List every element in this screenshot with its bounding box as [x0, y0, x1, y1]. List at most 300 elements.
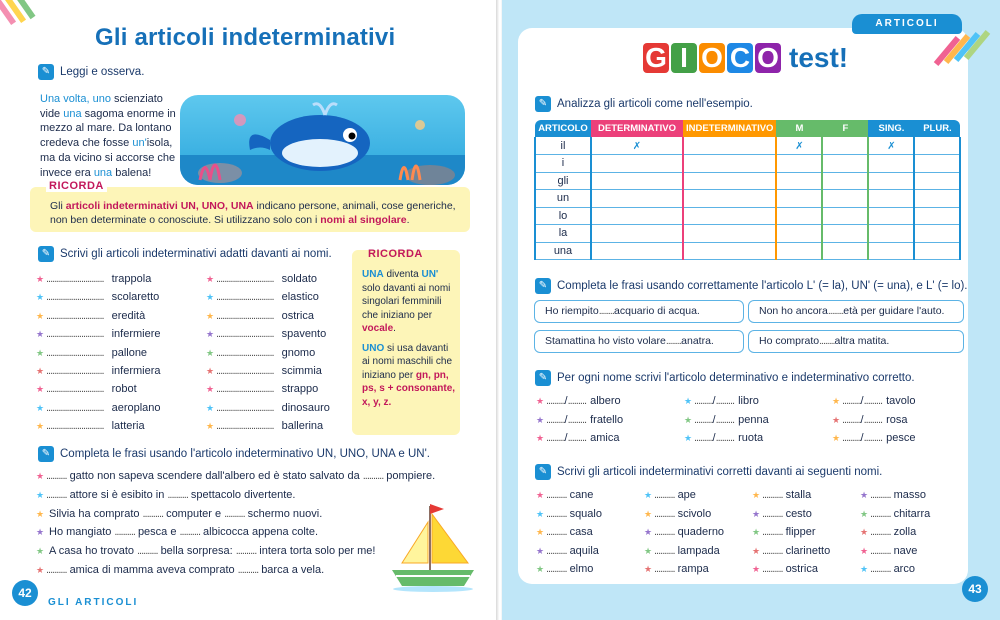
blank-field[interactable]: .......... [762, 507, 783, 520]
answer-cell[interactable] [776, 190, 822, 208]
read-instruction: ✎ Leggi e osserva. [38, 64, 144, 80]
fill-sentence-box [748, 300, 964, 323]
blank-field[interactable]: .......... [179, 526, 201, 539]
sentence-text: anatra. [681, 335, 714, 347]
word-label: trappola [111, 273, 152, 285]
answer-cell[interactable] [683, 225, 776, 243]
word-label: masso [893, 489, 926, 501]
blank-field[interactable]: .......... [546, 563, 567, 575]
whale-illustration [180, 95, 465, 185]
answer-cell[interactable] [776, 225, 822, 243]
blank-field[interactable]: ......... [863, 413, 883, 426]
blank-field[interactable]: ............................ [46, 328, 104, 341]
separator: / [564, 395, 568, 407]
answer-cell[interactable] [822, 225, 868, 243]
word-label: penna [738, 413, 769, 426]
page-number-left: 42 [12, 580, 38, 606]
table-row [535, 242, 960, 260]
sailboat-illustration [388, 498, 478, 593]
blank-field[interactable]: ........ [665, 335, 682, 347]
blank-field[interactable]: ............................ [216, 401, 274, 414]
separator: / [564, 413, 568, 426]
story-fragment: uno [92, 93, 111, 105]
blank-field[interactable]: ............................ [46, 401, 104, 414]
blank-field[interactable]: .......... [870, 489, 891, 501]
article-cell: gli [535, 172, 591, 190]
answer-cell[interactable] [914, 172, 960, 190]
blank-field[interactable]: .......... [762, 563, 783, 575]
answer-cell[interactable] [776, 207, 822, 225]
table-header-row [535, 120, 960, 137]
check-mark-icon: ✗ [795, 140, 804, 152]
article-cell: il [535, 137, 591, 155]
word-item [752, 545, 830, 557]
remember-tag: RICORDA [46, 180, 107, 192]
fill-sentence-box [534, 330, 744, 353]
word-item [860, 545, 917, 557]
word-item [644, 545, 720, 557]
word-label: squalo [569, 507, 602, 520]
sentence-text: acquario di acqua. [614, 305, 700, 317]
blank-field[interactable]: .......... [114, 526, 135, 539]
blank-field[interactable]: ......... [842, 432, 861, 444]
blank-field[interactable]: .......... [870, 544, 891, 557]
blank-field[interactable]: ............................ [46, 364, 104, 377]
star-icon: ★ [860, 545, 869, 556]
hand-icon: ✎ [535, 464, 551, 480]
word-label: strappo [281, 383, 319, 396]
star-icon: ★ [206, 274, 215, 284]
blank-field[interactable]: ........ [827, 305, 844, 317]
star-icon: ★ [36, 347, 45, 358]
story-fragment: una [93, 166, 113, 179]
sentence-text: schermo nuovi. [247, 507, 323, 520]
star-icon: ★ [860, 490, 869, 500]
star-icon: ★ [752, 527, 761, 537]
fill-sentence-box [534, 300, 744, 323]
blank-field[interactable]: ............................ [216, 273, 274, 285]
analysis-instruction: ✎ Analizza gli articoli come nell'esempio. [535, 96, 753, 112]
word-label: pallone [111, 346, 148, 359]
sentence-text: Silvia ha comprato [49, 507, 140, 520]
answer-cell[interactable] [822, 190, 868, 208]
blank-field[interactable]: ......... [842, 413, 861, 426]
star-icon: ★ [36, 365, 45, 376]
sentence-text: pesca e [137, 526, 177, 539]
word-label: lampada [677, 544, 720, 557]
word-row [36, 344, 161, 362]
check-mark-icon: ✗ [632, 140, 642, 152]
word-item [644, 489, 696, 501]
hand-icon: ✎ [535, 370, 551, 386]
star-icon: ★ [752, 545, 761, 556]
star-icon: ★ [36, 384, 45, 395]
answer-cell[interactable] [914, 137, 960, 155]
sentence-text: barca a vela. [261, 564, 325, 576]
blank-field[interactable]: .......... [46, 488, 67, 501]
blank-field[interactable]: ......... [694, 413, 713, 426]
word-row [206, 399, 330, 417]
answer-cell[interactable] [683, 207, 776, 225]
blank-field[interactable]: ............................ [46, 273, 104, 285]
table-header: M [776, 120, 822, 137]
word-label: dinosauro [281, 401, 330, 414]
game-letter: O [699, 43, 725, 73]
blank-field[interactable]: ......... [567, 432, 587, 444]
word-label: scivolo [677, 507, 712, 520]
article-pair-item [536, 432, 619, 444]
star-icon: ★ [206, 292, 215, 303]
answer-cell[interactable] [683, 242, 776, 260]
blank-field[interactable]: .......... [654, 526, 675, 538]
blank-field[interactable]: ............................ [216, 346, 274, 359]
answer-cell[interactable] [776, 242, 822, 260]
answer-cell[interactable] [868, 207, 914, 225]
separator: / [860, 413, 864, 426]
blank-field[interactable]: .......... [142, 507, 164, 520]
blank-field[interactable]: .......... [235, 545, 257, 558]
game-title: G I O C O test! [643, 42, 848, 74]
blank-field[interactable]: ......... [546, 413, 565, 426]
answer-cell[interactable] [822, 207, 868, 225]
word-label: nave [893, 544, 918, 557]
answer-cell[interactable] [591, 190, 683, 208]
sentence-row [36, 508, 325, 520]
table-header: SING. [868, 120, 914, 137]
answer-cell[interactable] [868, 190, 914, 208]
star-icon: ★ [684, 396, 693, 406]
separator: / [564, 432, 568, 444]
word-item [536, 508, 602, 520]
answer-cell[interactable] [822, 155, 868, 173]
table-header: DETERMINATIVO [591, 120, 683, 137]
blank-field[interactable]: ............................ [46, 346, 104, 359]
article-cell: una [535, 242, 591, 260]
exercise2-instruction: ✎ Completa le frasi usando l'articolo indeterminativo UN, UNO, UNA e UN'. [38, 446, 430, 462]
word-item [536, 489, 593, 501]
sentence-text: A casa ho trovato [49, 545, 134, 558]
star-icon: ★ [684, 414, 693, 425]
sentence-text: Ho riempito [545, 305, 599, 317]
blank-field[interactable]: ......... [715, 432, 735, 444]
story-fragment: balena! [112, 166, 152, 179]
blank-field[interactable]: ............................ [216, 328, 274, 341]
article-pair-item [832, 432, 915, 444]
blank-field[interactable]: .......... [46, 470, 67, 482]
sentence-row [36, 526, 321, 538]
blank-field[interactable]: ............................ [216, 364, 274, 377]
sentence-text: computer e [166, 507, 222, 520]
word-item [536, 545, 599, 557]
story-fragment: sagoma enorme in mezzo al mare. Da lontano credeva che fosse [40, 107, 176, 150]
answer-cell[interactable] [822, 172, 868, 190]
word-label: gnomo [281, 346, 316, 359]
word-row [206, 307, 330, 325]
hand-icon: ✎ [38, 246, 54, 262]
star-icon: ★ [536, 564, 545, 574]
word-row [36, 399, 161, 417]
star-icon: ★ [36, 565, 45, 575]
sentence-text: Stamattina ho visto volare [545, 335, 666, 347]
word-label: pesce [886, 432, 916, 444]
answer-cell[interactable] [868, 172, 914, 190]
answer-cell[interactable] [683, 155, 776, 173]
answer-cell[interactable] [591, 242, 683, 260]
word-item [644, 508, 711, 520]
word-label: soldato [281, 273, 318, 285]
blank-field[interactable]: ............................ [216, 291, 274, 304]
sentence-text: età per guidare l'auto. [843, 305, 945, 317]
blank-field[interactable]: .......... [762, 544, 783, 557]
sailboat-icon [388, 498, 478, 593]
sentence-row [36, 470, 438, 482]
blank-field[interactable]: .......... [654, 507, 675, 520]
blank-field[interactable]: ............................ [216, 383, 274, 396]
game-letter: O [755, 43, 781, 73]
sentence-text: attore si è esibito in [69, 488, 165, 501]
star-icon: ★ [644, 545, 653, 556]
star-icon: ★ [206, 329, 215, 340]
article-pair-item [832, 395, 915, 407]
answer-cell[interactable] [868, 225, 914, 243]
star-icon: ★ [206, 384, 215, 395]
blank-field[interactable]: .......... [137, 545, 158, 558]
table-row [535, 190, 960, 208]
star-icon: ★ [644, 508, 653, 519]
answer-cell[interactable] [683, 172, 776, 190]
blank-field[interactable]: ......... [546, 432, 565, 444]
exercise1-instruction: ✎ Scrivi gli articoli indeterminativi adatti davanti ai nomi. [38, 246, 332, 262]
blank-field[interactable]: .......... [654, 563, 675, 575]
star-icon: ★ [36, 471, 45, 481]
blank-field[interactable]: .......... [870, 507, 891, 520]
blank-field[interactable]: ............................ [46, 309, 104, 322]
word-label: elmo [569, 563, 594, 575]
word-row [36, 417, 161, 435]
answer-cell[interactable] [776, 155, 822, 173]
star-icon: ★ [206, 310, 215, 321]
answer-cell[interactable] [914, 225, 960, 243]
story-fragment: un' [132, 137, 147, 150]
blank-field[interactable]: .......... [546, 489, 567, 501]
word-label: scolaretto [111, 291, 160, 304]
blank-field[interactable]: ......... [546, 395, 565, 407]
word-label: latteria [111, 420, 145, 433]
blank-field[interactable]: ......... [863, 395, 883, 407]
star-icon: ★ [36, 310, 45, 321]
word-label: ruota [738, 432, 764, 444]
answer-cell[interactable] [914, 242, 960, 260]
pencils-decoration-right [940, 30, 990, 70]
star-icon: ★ [536, 490, 545, 500]
article-cell: la [535, 225, 591, 243]
star-icon: ★ [36, 527, 45, 538]
separator: / [712, 395, 716, 407]
blank-field[interactable]: .......... [546, 526, 567, 538]
word-row [206, 417, 330, 435]
blank-field[interactable]: ............................ [46, 420, 104, 433]
answer-cell[interactable] [776, 172, 822, 190]
blank-field[interactable]: ............................ [46, 291, 104, 304]
blank-field[interactable]: ......... [694, 432, 713, 444]
blank-field[interactable]: .......... [870, 563, 891, 575]
blank-field[interactable]: .......... [762, 489, 783, 501]
hand-icon: ✎ [38, 64, 54, 80]
sentence-text: pompiere. [386, 470, 436, 482]
blank-field[interactable]: .......... [546, 544, 567, 557]
game-letter: C [727, 43, 753, 73]
article-pair-item [684, 395, 759, 407]
star-icon: ★ [536, 508, 545, 519]
answer-cell[interactable] [822, 242, 868, 260]
answer-cell[interactable] [914, 190, 960, 208]
answer-cell[interactable] [591, 207, 683, 225]
word-item [752, 508, 812, 520]
page-title: Gli articoli indeterminativi [95, 24, 396, 51]
word-item [644, 563, 709, 575]
table-row [535, 155, 960, 173]
star-icon: ★ [536, 396, 545, 406]
check-mark-icon: ✗ [887, 140, 896, 152]
story-fragment: scienziato vide [40, 93, 163, 120]
word-label: infermiera [111, 364, 161, 377]
story-fragment: Una volta, [40, 93, 93, 105]
answer-cell[interactable] [591, 172, 683, 190]
star-icon: ★ [206, 421, 215, 432]
answer-cell[interactable] [776, 137, 822, 155]
word-label: ostrica [785, 563, 818, 575]
word-label: aeroplano [111, 401, 161, 414]
answer-cell[interactable] [591, 225, 683, 243]
answer-cell[interactable] [914, 155, 960, 173]
blank-field[interactable]: ........ [598, 305, 615, 317]
blank-field[interactable]: ............................ [216, 420, 274, 433]
sentence-text: gatto non sapeva scendere dall'albero ed è stato salvato da [69, 470, 360, 482]
word-label: eredità [111, 309, 146, 322]
word-row [206, 380, 330, 398]
separator: / [712, 432, 716, 444]
word-row [36, 325, 161, 343]
word-label: cesto [785, 507, 812, 520]
answer-cell[interactable] [914, 207, 960, 225]
blank-field[interactable]: .......... [237, 564, 259, 576]
story-text [40, 92, 178, 180]
blank-field[interactable]: ......... [715, 395, 735, 407]
sentence-text: albicocca appena colte. [203, 526, 318, 539]
word-label: quaderno [677, 526, 725, 538]
blank-field[interactable]: ......... [567, 413, 587, 426]
table-header: ARTICOLO [535, 120, 591, 137]
star-icon: ★ [36, 292, 45, 303]
blank-field[interactable]: ......... [863, 432, 883, 444]
sentence-row [36, 489, 298, 501]
word-label: robot [111, 383, 137, 396]
blank-field[interactable]: .......... [362, 470, 384, 482]
word-label: tavolo [886, 395, 916, 407]
sentence-row [36, 564, 327, 576]
hand-icon: ✎ [38, 446, 54, 462]
word-list-2 [206, 270, 330, 436]
blank-field[interactable]: ......... [694, 395, 713, 407]
blank-field[interactable]: ............................ [46, 383, 104, 396]
article-cell: un [535, 190, 591, 208]
blank-field[interactable]: .......... [762, 526, 783, 538]
answer-cell[interactable] [868, 155, 914, 173]
blank-field[interactable]: .......... [546, 507, 567, 520]
word-label: casa [569, 526, 593, 538]
article-pair-item [536, 395, 621, 407]
star-icon: ★ [206, 365, 215, 376]
word-label: aquila [569, 544, 599, 557]
blank-field[interactable]: ........ [819, 335, 835, 347]
star-icon: ★ [860, 527, 869, 537]
answer-cell[interactable] [683, 137, 776, 155]
blank-field[interactable]: .......... [654, 489, 675, 501]
star-icon: ★ [684, 433, 693, 443]
star-icon: ★ [206, 347, 215, 358]
word-row [206, 325, 330, 343]
answer-cell[interactable] [822, 137, 868, 155]
answer-cell[interactable] [868, 242, 914, 260]
word-label: libro [738, 395, 759, 407]
star-icon: ★ [644, 564, 653, 574]
word-label: rampa [677, 563, 709, 575]
word-row [36, 288, 161, 306]
answer-cell[interactable] [591, 155, 683, 173]
blank-field[interactable]: ......... [842, 395, 861, 407]
star-icon: ★ [752, 490, 761, 500]
word-label: ballerina [281, 420, 324, 433]
star-icon: ★ [36, 329, 45, 340]
word-row [206, 288, 330, 306]
table-header: INDETERMINATIVO [683, 120, 776, 137]
answer-cell[interactable] [591, 137, 683, 155]
blank-field[interactable]: .......... [870, 526, 891, 538]
article-cell: lo [535, 207, 591, 225]
word-label: fratello [590, 413, 624, 426]
word-label: flipper [785, 526, 816, 538]
blank-field[interactable]: .......... [46, 564, 67, 576]
answer-cell[interactable] [683, 190, 776, 208]
word-item [860, 526, 916, 538]
story-fragment: una [63, 107, 82, 120]
answer-cell[interactable] [868, 137, 914, 155]
word-list-1 [36, 270, 161, 436]
word-item [752, 563, 818, 575]
blank-field[interactable]: ......... [567, 395, 587, 407]
word-label: clarinetto [785, 544, 831, 557]
word-row [36, 380, 161, 398]
separator: / [712, 413, 716, 426]
table-row [535, 172, 960, 190]
sentence-text: intera torta solo per me! [259, 545, 376, 558]
separator: / [860, 395, 864, 407]
blank-field[interactable]: .......... [224, 507, 245, 520]
star-icon: ★ [536, 527, 545, 537]
star-icon: ★ [536, 545, 545, 556]
word-label: arco [893, 563, 915, 575]
word-item [536, 563, 593, 575]
table-row [535, 207, 960, 225]
game-letter: G [643, 43, 669, 73]
blank-field[interactable]: ............................ [216, 309, 274, 322]
blank-field[interactable]: ......... [715, 413, 735, 426]
blank-field[interactable]: .......... [654, 544, 675, 557]
word-label: spavento [281, 328, 327, 341]
blank-field[interactable]: .......... [167, 488, 188, 501]
word-label: ostrica [281, 309, 314, 322]
articles-table [534, 120, 961, 260]
